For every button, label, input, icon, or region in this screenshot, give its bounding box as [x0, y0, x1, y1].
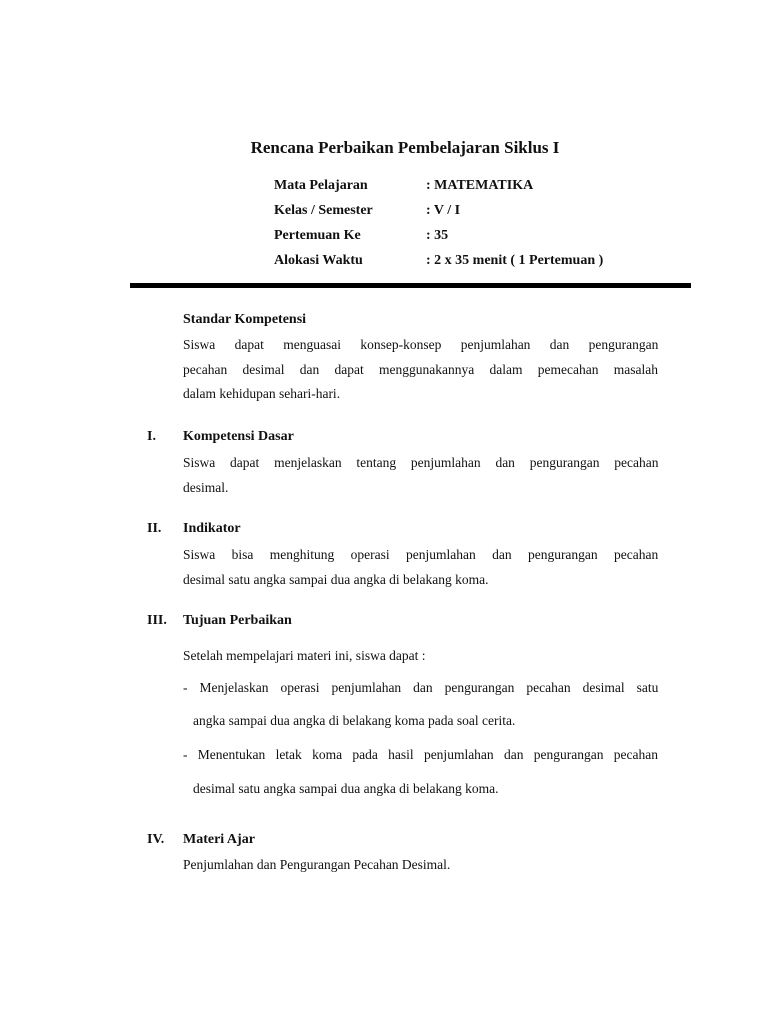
text-line: pecahan desimal dan dapat menggunakannya dalam pemecahan masalah — [183, 361, 658, 377]
text-line: dalam kehidupan sehari-hari. — [183, 386, 341, 401]
tujuan-item-1-line2: angka sampai dua angka di belakang koma pada soal cerita. — [193, 713, 516, 728]
tujuan-item-2-line1 — [183, 745, 658, 765]
meta-label: Kelas / Semester — [274, 203, 373, 218]
tujuan-heading: Tujuan Perbaikan — [183, 613, 292, 628]
header-divider — [130, 283, 691, 288]
meta-value: : 35 — [426, 228, 449, 243]
meta-value: : V / I — [426, 203, 461, 218]
section-number: II. — [147, 521, 162, 536]
standar-heading: Standar Kompetensi — [183, 312, 307, 327]
kompetensi-text — [183, 451, 658, 500]
tujuan-intro: Setelah mempelajari materi ini, siswa dapat : — [183, 648, 426, 663]
tujuan-item-1-line1 — [183, 678, 658, 698]
meta-value: : MATEMATIKA — [426, 178, 534, 193]
meta-label: Alokasi Waktu — [274, 253, 363, 268]
section-number: I. — [147, 429, 156, 444]
text-line: Siswa dapat menjelaskan tentang penjumlahan dan pengurangan pecahan — [183, 455, 659, 470]
text-line: - Menentukan letak koma pada hasil penjumlahan dan pengurangan pecahan — [183, 747, 658, 762]
section-number: IV. — [147, 832, 165, 847]
text-line: Siswa dapat menguasai konsep-konsep penjumlahan dan pengurangan — [183, 337, 659, 352]
meta-label: Mata Pelajaran — [274, 178, 368, 193]
section-number: III. — [147, 613, 167, 628]
document-title: Rencana Perbaikan Pembelajaran Siklus I — [250, 138, 560, 157]
text-line: desimal. — [183, 479, 229, 495]
indikator-text — [183, 543, 658, 592]
tujuan-item-2-line2: desimal satu angka sampai dua angka di belakang koma. — [193, 781, 499, 796]
standar-text — [183, 333, 658, 407]
text-line: desimal satu angka sampai dua angka di belakang koma. — [183, 571, 489, 587]
materi-text: Penjumlahan dan Pengurangan Pecahan Desimal. — [183, 857, 451, 872]
indikator-heading: Indikator — [183, 521, 241, 536]
materi-heading: Materi Ajar — [183, 832, 255, 847]
meta-value: : 2 x 35 menit ( 1 Pertemuan ) — [426, 253, 604, 268]
kompetensi-heading: Kompetensi Dasar — [183, 429, 294, 444]
meta-label: Pertemuan Ke — [274, 228, 361, 243]
text-line: Siswa bisa menghitung operasi penjumlahan dan pengurangan pecahan — [183, 547, 659, 562]
text-line: - Menjelaskan operasi penjumlahan dan pengurangan pecahan desimal satu — [183, 680, 659, 695]
